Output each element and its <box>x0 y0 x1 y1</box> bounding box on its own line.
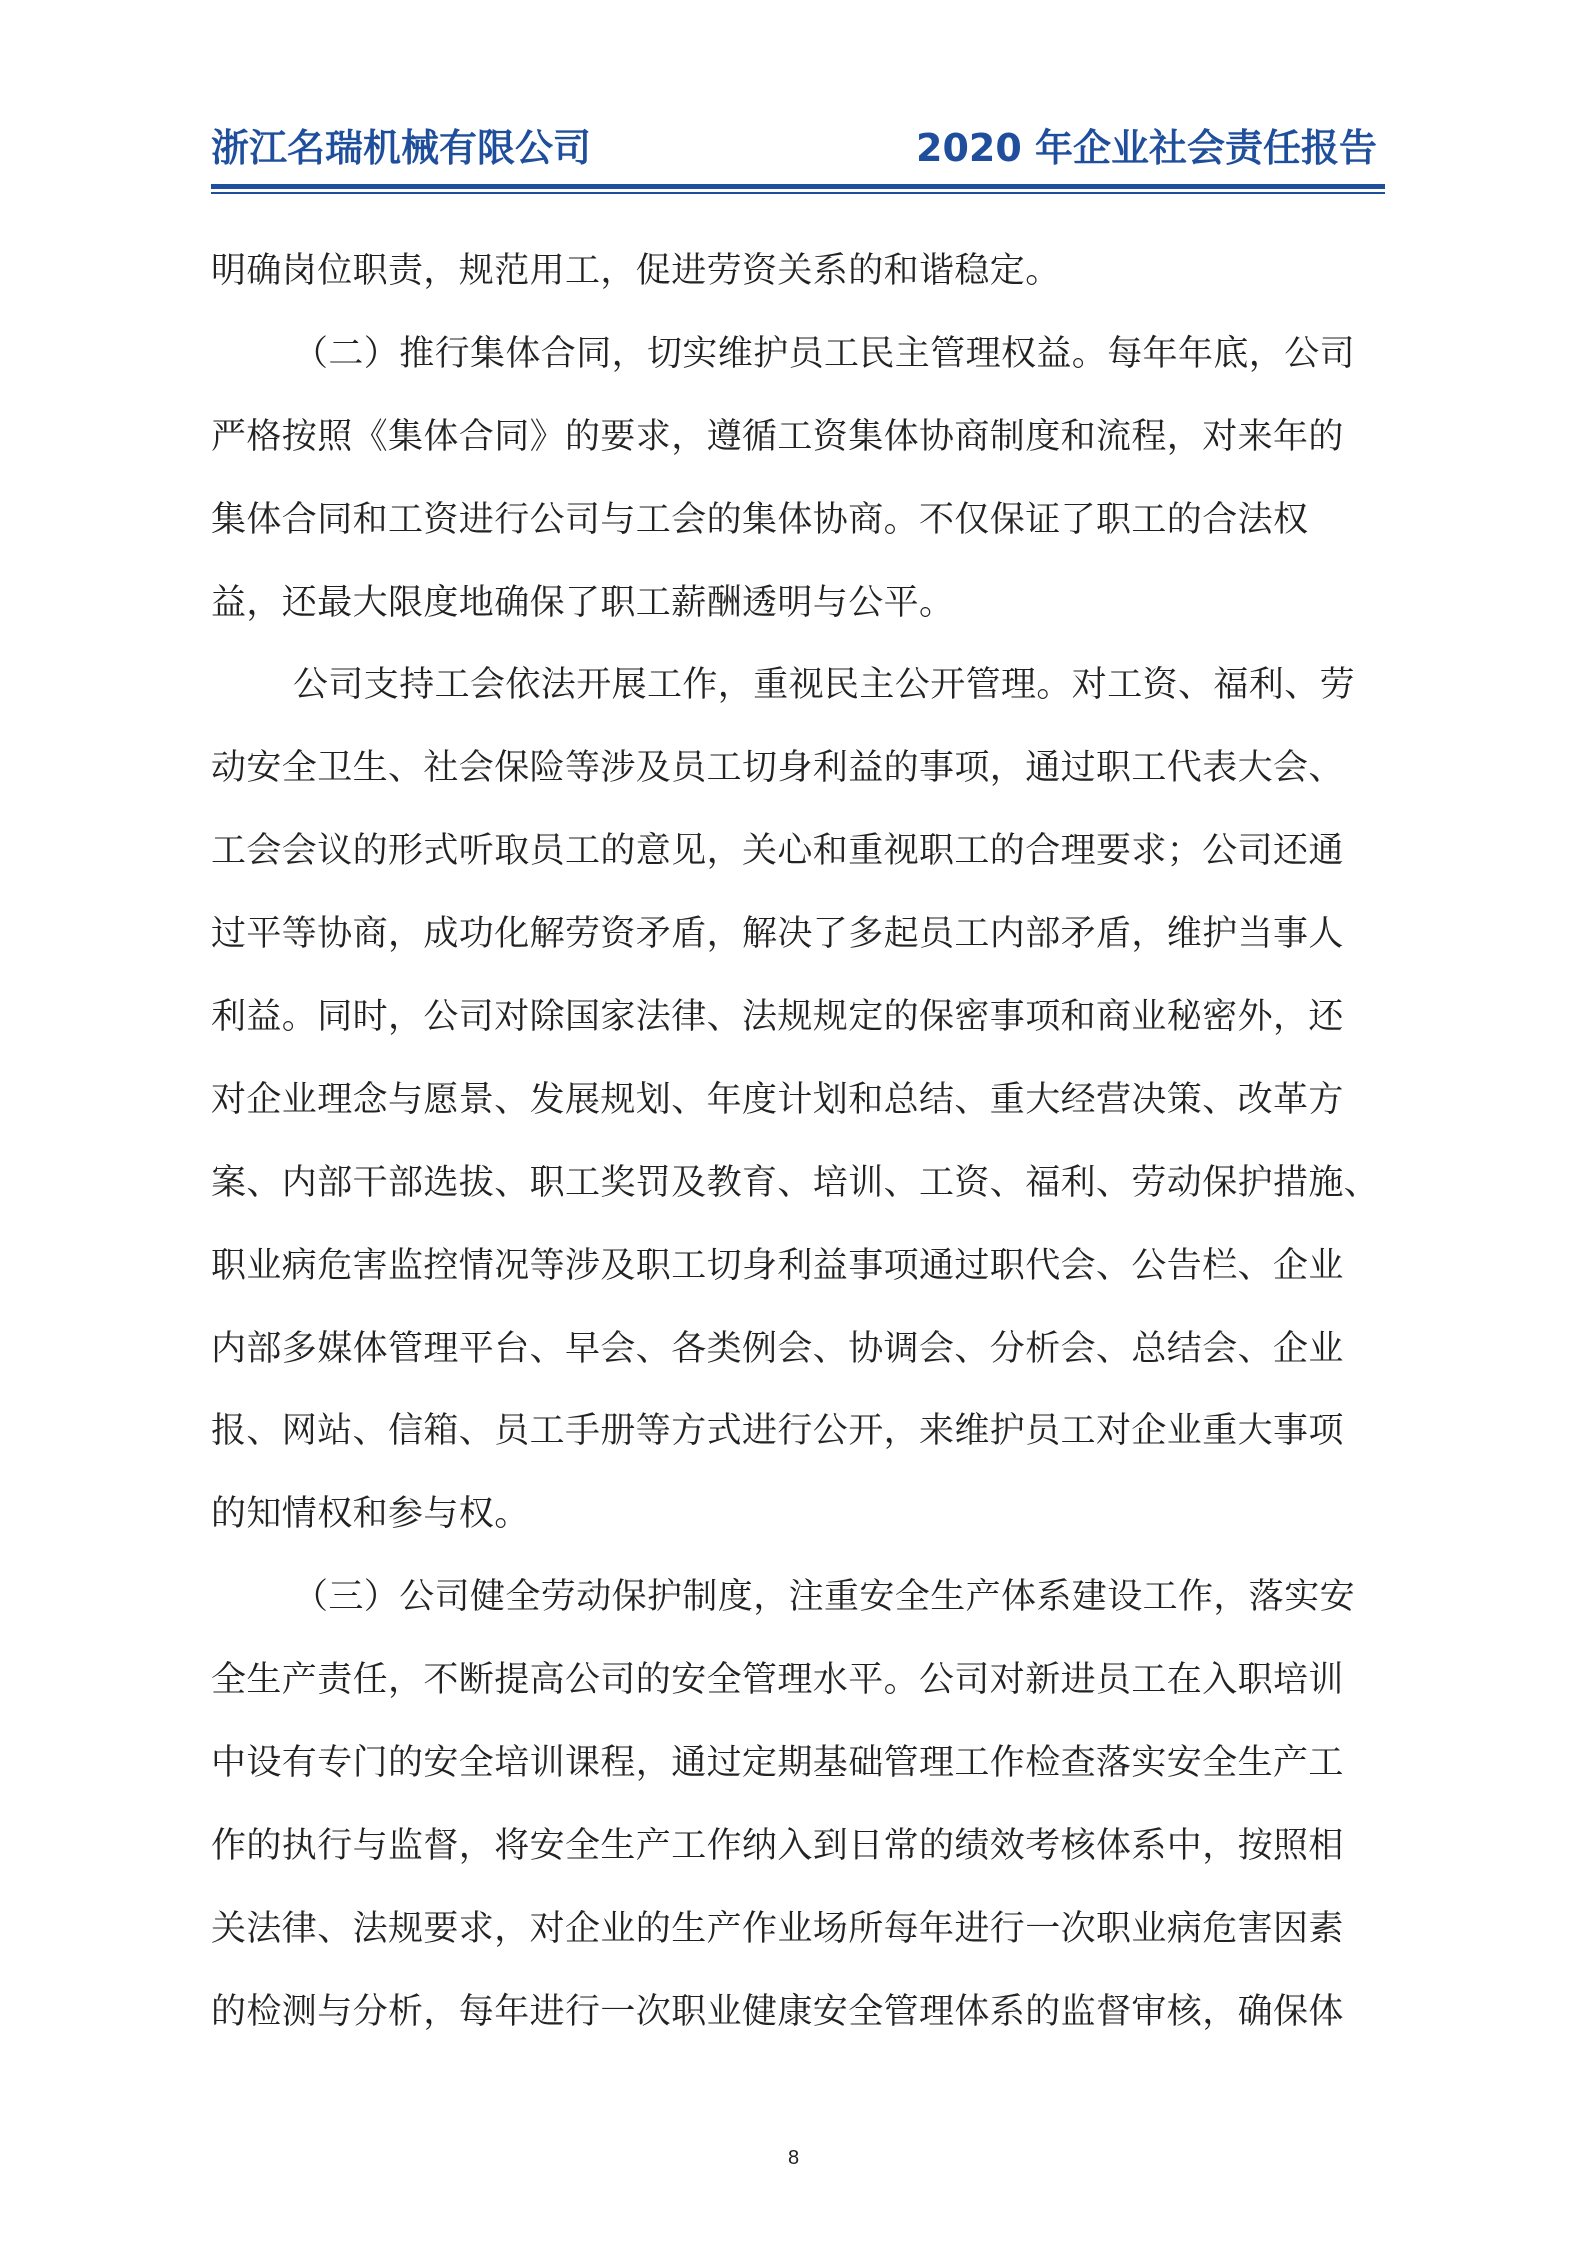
text-line: 益，还最大限度地确保了职工薪酬透明与公平。 <box>211 582 955 623</box>
text-line: 利益。同时，公司对除国家法律、法规规定的保密事项和商业秘密外，还 <box>211 997 1344 1038</box>
text-line: 对企业理念与愿景、发展规划、年度计划和总结、重大经营决策、改革方 <box>211 1079 1344 1120</box>
text-line: 中设有专门的安全培训课程，通过定期基础管理工作检查落实安全生产工 <box>211 1743 1344 1784</box>
report-title: 2020 年企业社会责任报告 <box>916 126 1377 170</box>
text-line: 内部多媒体管理平台、早会、各类例会、协调会、分析会、总结会、企业 <box>211 1328 1344 1369</box>
text-line: 全生产责任，不断提高公司的安全管理水平。公司对新进员工在入职培训 <box>211 1660 1344 1701</box>
page-header <box>211 118 1385 178</box>
page-number: 8 <box>787 2147 800 2169</box>
body-text <box>211 236 1385 2060</box>
paragraph-start-line: 公司支持工会依法开展工作，重视民主公开管理。对工资、福利、劳 <box>293 665 1356 706</box>
text-line: 的检测与分析，每年进行一次职业健康安全管理体系的监督审核，确保体 <box>211 1991 1344 2032</box>
text-line: 案、内部干部选拔、职工奖罚及教育、培训、工资、福利、劳动保护措施、 <box>211 1162 1380 1203</box>
header-divider-thin <box>211 192 1385 194</box>
header-divider <box>211 184 1385 189</box>
text-line: 明确岗位职责，规范用工，促进劳资关系的和谐稳定。 <box>211 251 1061 291</box>
text-line: 职业病危害监控情况等涉及职工切身利益事项通过职代会、公告栏、企业 <box>211 1245 1344 1286</box>
text-line: 过平等协商，成功化解劳资矛盾，解决了多起员工内部矛盾，维护当事人 <box>211 914 1344 955</box>
text-line: 关法律、法规要求，对企业的生产作业场所每年进行一次职业病危害因素 <box>211 1908 1344 1949</box>
company-name: 浙江名瑞机械有限公司 <box>211 126 592 170</box>
text-line: 的知情权和参与权。 <box>211 1494 530 1535</box>
text-line: 动安全卫生、社会保险等涉及员工切身利益的事项，通过职工代表大会、 <box>211 748 1344 789</box>
paragraph-heading-line: （三）公司健全劳动保护制度，注重安全生产体系建设工作，落实安 <box>293 1577 1356 1618</box>
paragraph-heading-line: （二）推行集体合同，切实维护员工民主管理权益。每年年底，公司 <box>293 333 1356 374</box>
text-line: 报、网站、信箱、员工手册等方式进行公开，来维护员工对企业重大事项 <box>211 1411 1344 1452</box>
text-line: 作的执行与监督，将安全生产工作纳入到日常的绩效考核体系中，按照相 <box>211 1825 1344 1866</box>
text-line: 严格按照《集体合同》的要求，遵循工资集体协商制度和流程，对来年的 <box>211 416 1344 457</box>
text-line: 集体合同和工资进行公司与工会的集体协商。不仅保证了职工的合法权 <box>211 499 1309 540</box>
text-line: 工会会议的形式听取员工的意见，关心和重视职工的合理要求；公司还通 <box>211 831 1344 872</box>
